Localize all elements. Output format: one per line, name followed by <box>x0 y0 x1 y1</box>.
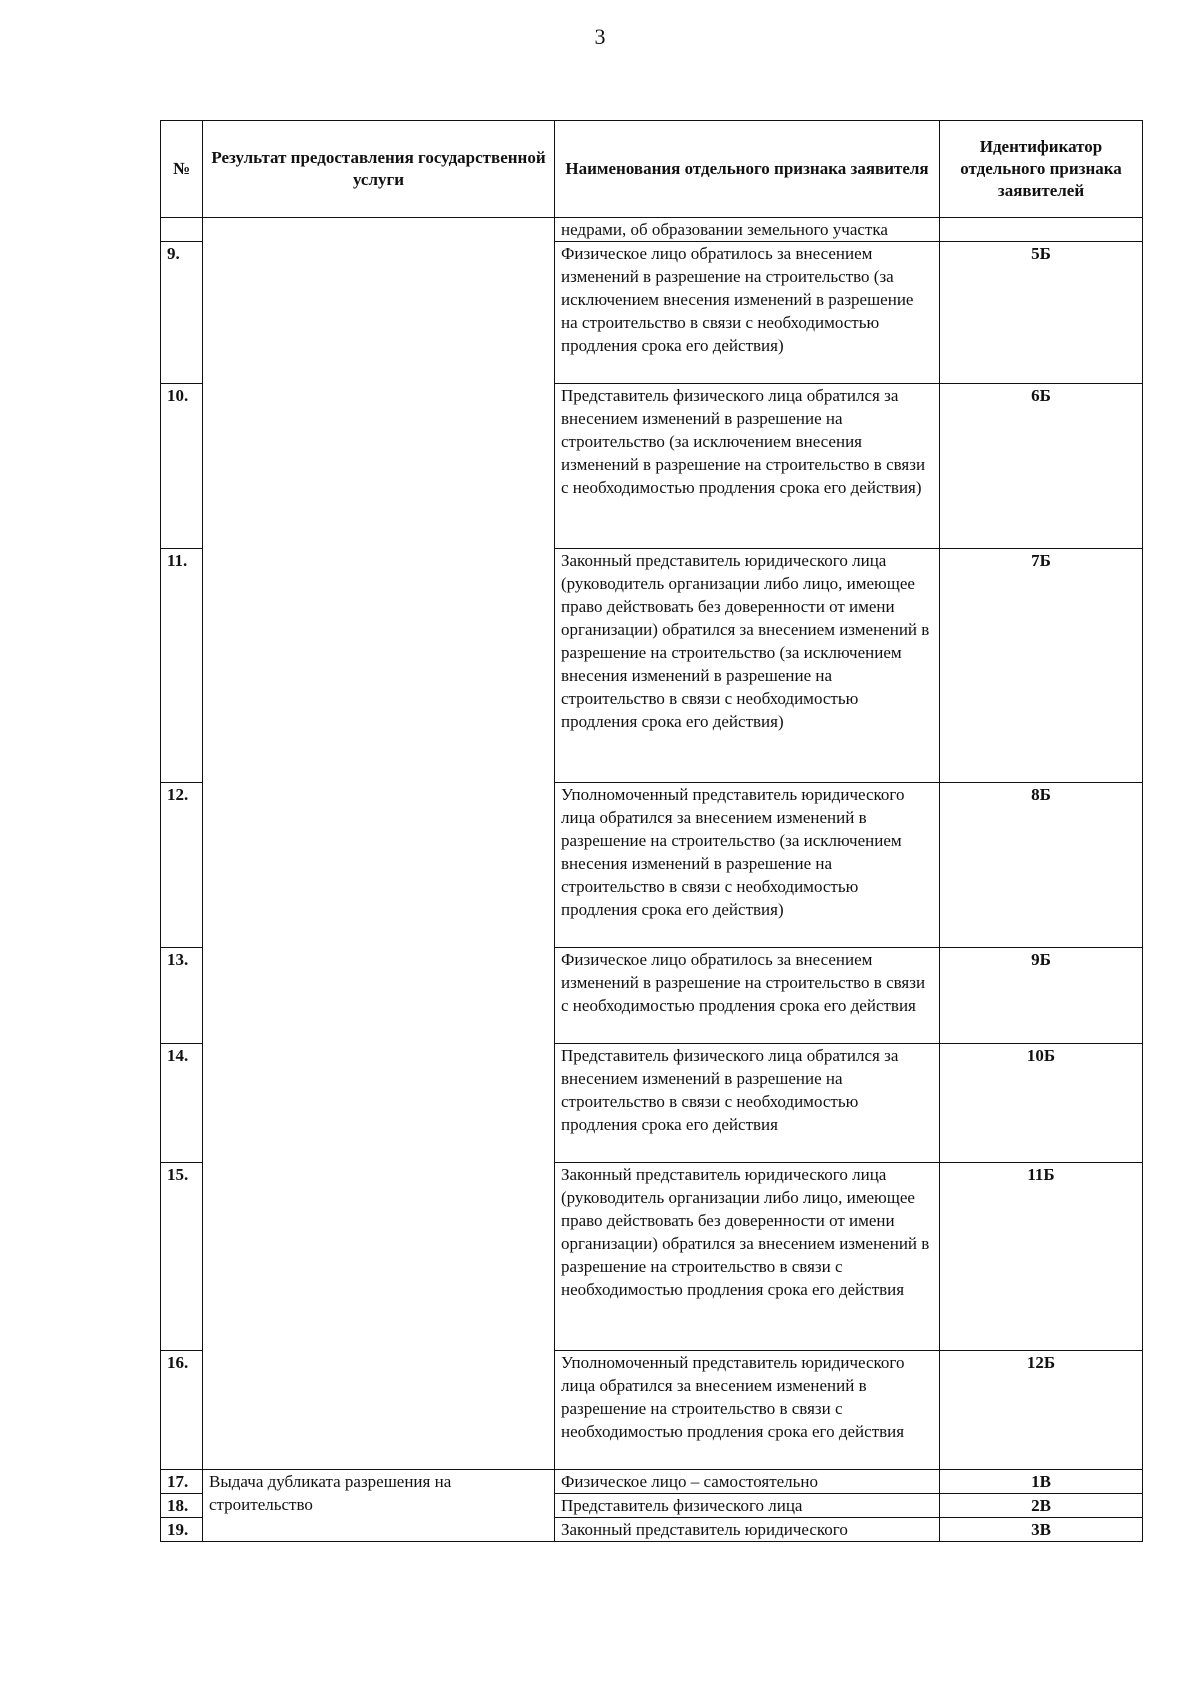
header-number: № <box>161 121 203 218</box>
identifier-cell: 11Б <box>940 1163 1143 1351</box>
identifier-cell: 6Б <box>940 384 1143 549</box>
row-number: 9. <box>161 242 203 384</box>
identifier-cell: 10Б <box>940 1044 1143 1163</box>
identifier-cell: 1В <box>940 1470 1143 1494</box>
row-number: 19. <box>161 1518 203 1542</box>
header-feature-name: Наименования отдельного признака заявителя <box>555 121 940 218</box>
row-number: 10. <box>161 384 203 549</box>
identifier-cell: 9Б <box>940 948 1143 1044</box>
feature-cell: Физическое лицо – самостоятельно <box>555 1470 940 1494</box>
row-number: 11. <box>161 549 203 783</box>
feature-cell: Представитель физического лица обратился за внесением изменений в разрешение на строительство (за исключением внесения изменений в разрешение на строительство в связи с необходимостью продления срока его действия) <box>555 384 940 549</box>
table-row <box>161 218 1143 242</box>
feature-cell: Представитель физического лица обратился за внесением изменений в разрешение на строительство в связи с необходимостью продления срока его действия <box>555 1044 940 1163</box>
feature-cell: Физическое лицо обратилось за внесением изменений в разрешение на строительство в связи с необходимостью продления срока его действия <box>555 948 940 1044</box>
applicant-features-table <box>160 120 1143 1542</box>
result-cell: Выдача дубликата разрешения на строительство <box>203 1470 555 1542</box>
feature-cell: Уполномоченный представитель юридического лица обратился за внесением изменений в разрешение на строительство в связи с необходимостью продления срока его действия <box>555 1351 940 1470</box>
feature-cell: Законный представитель юридического <box>555 1518 940 1542</box>
feature-cell: Уполномоченный представитель юридического лица обратился за внесением изменений в разрешение на строительство (за исключением внесения изменений в разрешение на строительство в связи с необходимостью продления срока его действия) <box>555 783 940 948</box>
page-number: 3 <box>594 24 606 49</box>
header-identifier: Идентификатор отдельного признака заявителей <box>940 121 1143 218</box>
feature-cell: недрами, об образовании земельного участка <box>555 218 940 242</box>
row-number: 18. <box>161 1494 203 1518</box>
row-number: 14. <box>161 1044 203 1163</box>
row-number <box>161 218 203 242</box>
identifier-cell <box>940 218 1143 242</box>
feature-cell: Физическое лицо обратилось за внесением изменений в разрешение на строительство (за исключением внесения изменений в разрешение на строительство в связи с необходимостью продления срока его действия) <box>555 242 940 384</box>
table-header-row <box>161 121 1143 218</box>
header-result: Результат предоставления государственной услуги <box>203 121 555 218</box>
table-row <box>161 1470 1143 1494</box>
feature-cell: Представитель физического лица <box>555 1494 940 1518</box>
identifier-cell: 2В <box>940 1494 1143 1518</box>
row-number: 17. <box>161 1470 203 1494</box>
identifier-cell: 3В <box>940 1518 1143 1542</box>
result-cell-empty <box>203 218 555 1470</box>
row-number: 15. <box>161 1163 203 1351</box>
identifier-cell: 8Б <box>940 783 1143 948</box>
identifier-cell: 7Б <box>940 549 1143 783</box>
feature-cell: Законный представитель юридического лица (руководитель организации либо лицо, имеющее право действовать без доверенности от имени организации) обратился за внесением изменений в разрешение на строительство в связи с необходимостью продления срока его действия <box>555 1163 940 1351</box>
row-number: 12. <box>161 783 203 948</box>
row-number: 16. <box>161 1351 203 1470</box>
identifier-cell: 12Б <box>940 1351 1143 1470</box>
row-number: 13. <box>161 948 203 1044</box>
identifier-cell: 5Б <box>940 242 1143 384</box>
feature-cell: Законный представитель юридического лица (руководитель организации либо лицо, имеющее право действовать без доверенности от имени организации) обратился за внесением изменений в разрешение на строительство (за исключением внесения изменений в разрешение на строительство в связи с необходимостью продления срока его действия) <box>555 549 940 783</box>
